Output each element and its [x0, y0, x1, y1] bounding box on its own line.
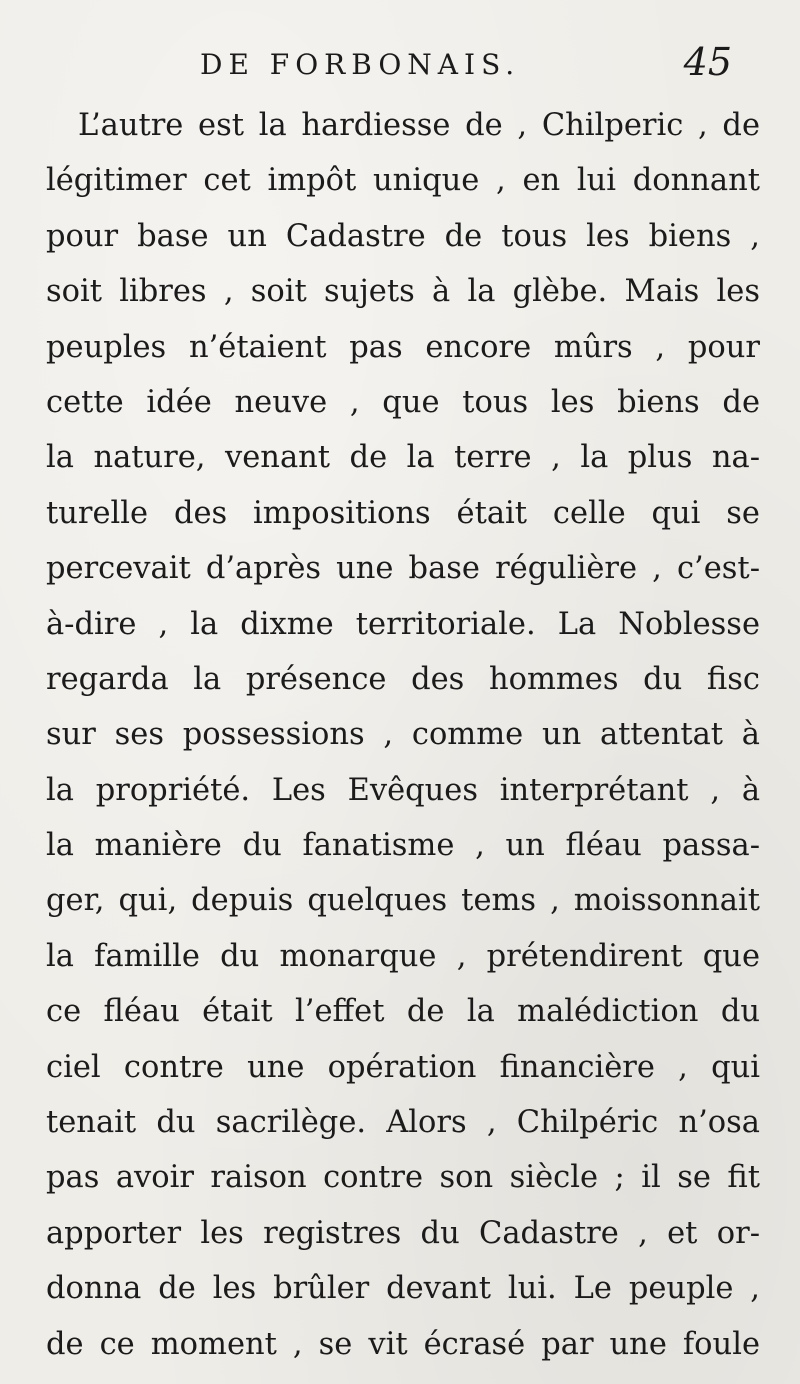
- text-line: turelle des impositions était celle qui se: [46, 495, 760, 531]
- running-title: DE FORBONAIS.: [200, 48, 521, 81]
- text-line: la propriété. Les Evêques interprétant , à: [46, 772, 760, 808]
- body-text: [46, 98, 760, 1372]
- text-line: légitimer cet impôt unique , en lui donnant: [46, 163, 760, 199]
- page-number: 45: [683, 40, 732, 84]
- text-line: tenait du sacrilège. Alors , Chilpéric n’osa: [46, 1105, 760, 1141]
- text-line: la nature, venant de la terre , la plus na-: [46, 440, 760, 476]
- text-line: de ce moment , se vit écrasé par une foule: [46, 1326, 760, 1362]
- text-line: pas avoir raison contre son siècle ; il se fit: [46, 1160, 760, 1196]
- text-line: ciel contre une opération financière , qui: [46, 1049, 760, 1085]
- text-line: ger, qui, depuis quelques tems , moissonnait: [46, 883, 760, 919]
- text-line: la famille du monarque , prétendirent que: [46, 938, 760, 974]
- text-line: percevait d’après une base régulière , c’est-: [46, 551, 760, 587]
- text-line: regarda la présence des hommes du fisc: [46, 661, 760, 697]
- text-line: à-dire , la dixme territoriale. La Noblesse: [46, 606, 760, 642]
- text-line: pour base un Cadastre de tous les biens ,: [46, 218, 760, 254]
- text-line: donna de les brûler devant lui. Le peuple ,: [46, 1271, 760, 1307]
- text-line: soit libres , soit sujets à la glèbe. Mais les: [46, 274, 760, 310]
- text-line: L’autre est la hardiesse de , Chilperic , de: [78, 108, 760, 143]
- text-line: sur ses possessions , comme un attentat à: [46, 717, 760, 753]
- running-head: [200, 40, 740, 90]
- text-line: cette idée neuve , que tous les biens de: [46, 384, 760, 420]
- text-line: peuples n’étaient pas encore mûrs , pour: [46, 329, 760, 365]
- text-line: la manière du fanatisme , un fléau passa-: [46, 828, 760, 864]
- text-line: ce fléau était l’effet de la malédiction du: [46, 994, 760, 1030]
- text-line: apporter les registres du Cadastre , et or-: [46, 1215, 760, 1251]
